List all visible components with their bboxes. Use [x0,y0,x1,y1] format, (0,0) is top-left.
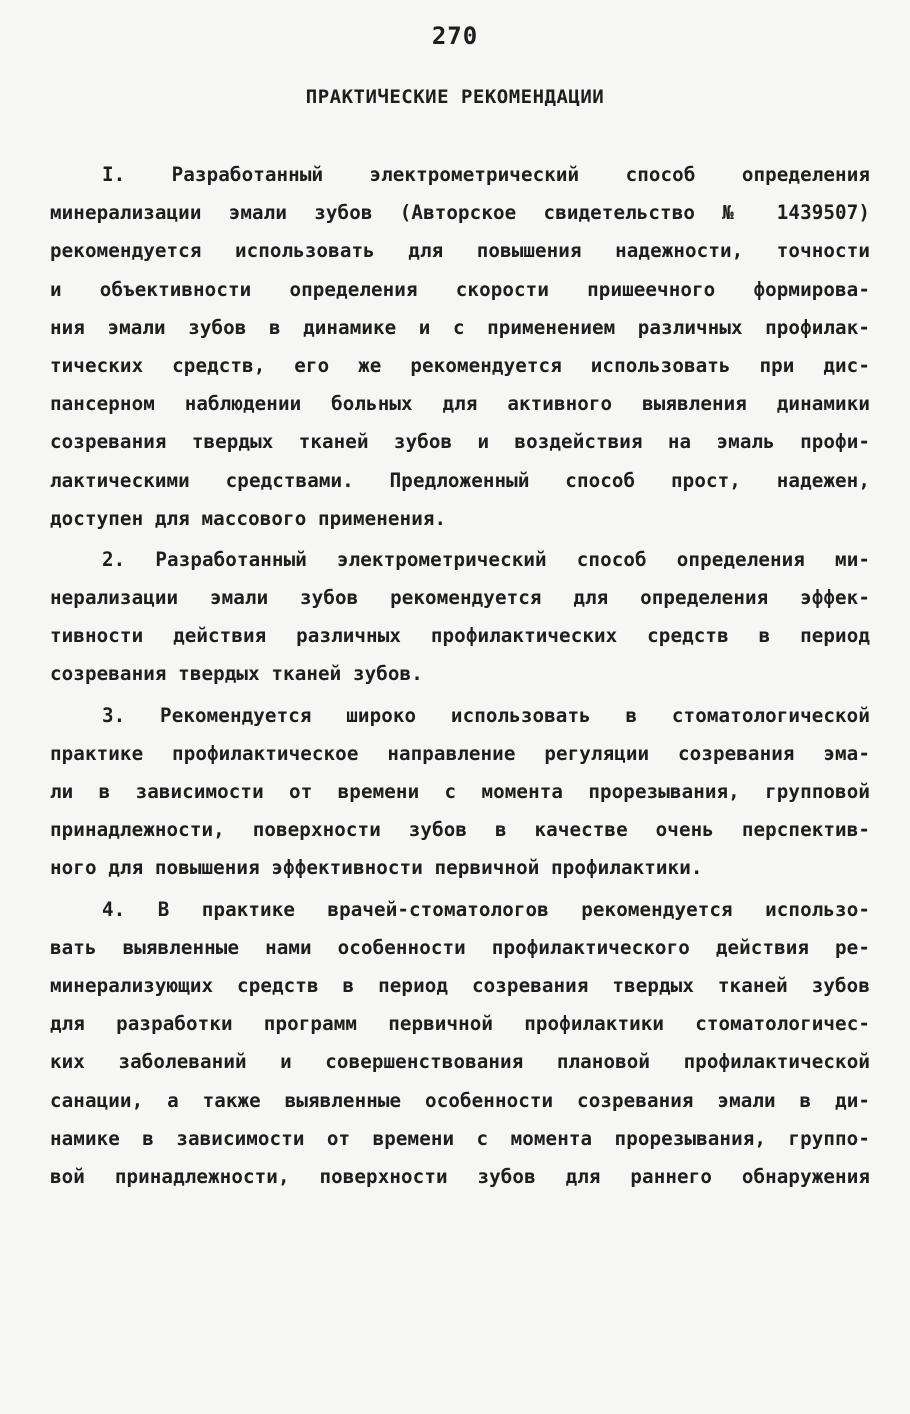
text-line: ного для повышения эффективности первичной профилактики. [50,856,703,880]
text-line: вой принадлежности, поверхности зубов для раннего обнаружения [50,1164,870,1188]
text-line: тивности действия различных профилактических средств в период [50,624,870,648]
text-line: лактическими средствами. Предложенный способ прост, надежен, [50,468,870,492]
paragraph-3 [50,697,870,888]
text-line: рекомендуется использовать для повышения надежности, точности [50,239,870,263]
body-text [50,156,870,1196]
text-line: 4. В практике врачей-стоматологов рекомендуется использо- [102,897,870,921]
page-number: 270 [431,22,479,50]
text-line: вать выявленные нами особенности профилактического действия ре- [50,935,870,959]
text-line: намике в зависимости от времени с момента прорезывания, группо- [50,1126,870,1150]
text-line: тических средств, его же рекомендуется использовать при дис- [50,353,870,377]
text-line: для разработки программ первичной профилактики стоматологичес- [50,1012,870,1036]
paragraph-1 [50,156,870,538]
text-line: нерализации эмали зубов рекомендуется для определения эффек- [50,586,870,610]
text-line: минерализующих средств в период созревания твердых тканей зубов [50,973,870,997]
text-line: ли в зависимости от времени с момента прорезывания, групповой [50,780,870,803]
text-line: созревания твердых тканей зубов. [50,662,423,686]
text-line: 3. Рекомендуется широко использовать в стоматологической [102,703,870,727]
section-heading: ПРАКТИЧЕСКИЕ РЕКОМЕНДАЦИИ [305,86,605,108]
text-line: принадлежности, поверхности зубов в качестве очень перспектив- [50,818,870,842]
text-line: ких заболеваний и совершенствования плановой профилактической [50,1050,870,1074]
text-line: 2. Разработанный электрометрический способ определения ми- [102,547,870,571]
paragraph-4 [50,891,870,1197]
text-line: пансерном наблюдении больных для активного выявления динамики [50,392,870,416]
text-line: практике профилактическое направление регуляции созревания эма- [50,741,870,765]
text-line: санации, а также выявленные особенности созревания эмали в ди- [50,1088,870,1112]
paragraph-2 [50,541,870,694]
text-line: и объективности определения скорости пришеечного формирова- [50,277,870,301]
text-line: I. Разработанный электрометрический способ определения [102,163,870,186]
text-line: доступен для массового применения. [50,506,447,530]
text-line: ния эмали зубов в динамике и с применением различных профилак- [50,315,870,339]
text-line: минерализации эмали зубов (Авторское свидетельство № 1439507) [50,201,870,225]
text-line: созревания твердых тканей зубов и воздействия на эмаль профи- [50,430,870,454]
